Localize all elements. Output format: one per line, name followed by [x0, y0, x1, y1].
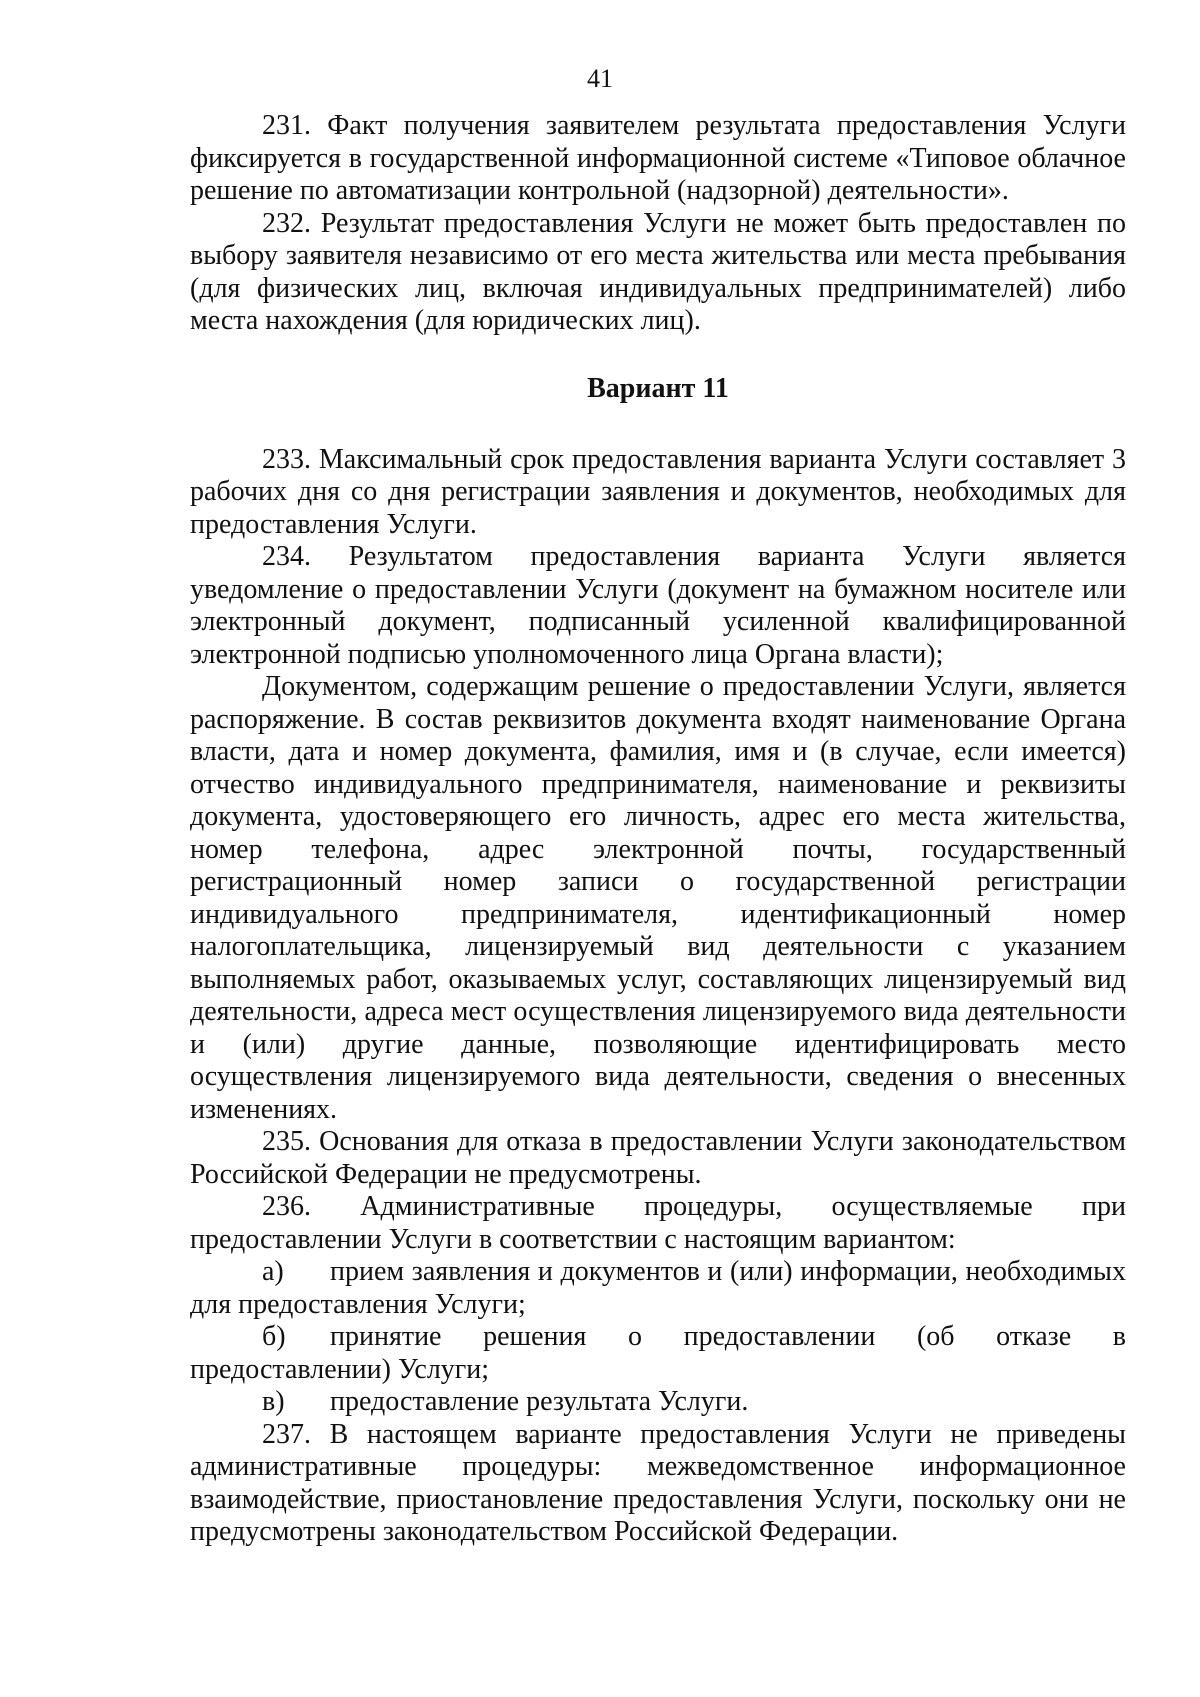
- list-item-a: [190, 1256, 1126, 1321]
- paragraph-231: 231. Факт получения заявителем результата предоставления Услуги фиксируется в государственной информационной системе «Типовое облачное решение по автоматизации контрольной (надзорной) деятельности».: [190, 110, 1126, 206]
- document-body: [190, 110, 1126, 1549]
- section-heading: Вариант 11: [587, 372, 729, 404]
- paragraph-232: 232. Результат предоставления Услуги не может быть предоставлен по выбору заявителя независимо от его места жительства или места пребывания (для физических лиц, включая индивидуальных предпринимателей) либо места нахождения (для юридических лиц).: [190, 207, 1126, 336]
- list-marker-a: а): [262, 1256, 284, 1287]
- list-item-v: [190, 1386, 1126, 1419]
- list-text-b: принятие решения о предоставлении (об отказе в предоставлении) Услуги;: [190, 1321, 1126, 1385]
- list-marker-v: в): [262, 1386, 285, 1417]
- paragraph-233: 233. Максимальный срок предоставления варианта Услуги составляет 3 рабочих дня со дня регистрации заявления и документов, необходимых для предоставления Услуги.: [190, 443, 1126, 540]
- paragraph-236: 236. Административные процедуры, осуществляемые при предоставлении Услуги в соответствии с настоящим вариантом:: [190, 1191, 1126, 1255]
- paragraph-237: 237. В настоящем варианте предоставления Услуги не приведены административные процедуры: межведомственное информационное взаимодействие, приостановление предоставления Услуги, поскольку они не предусмотрены законодательством Российской Федерации.: [190, 1418, 1126, 1547]
- list-item-b: [190, 1321, 1126, 1386]
- paragraph-decision-document: Документом, содержащим решение о предоставлении Услуги, является распоряжение. В состав реквизитов документа входят наименование Органа власти, дата и номер документа, фамилия, имя и (в случае, если имеется) отчество индивидуального предпринимателя, наименование и реквизиты документа, удостоверяющего его личность, адрес его места жительства, номер телефона, адрес электронной почты, государственный регистрационный номер записи о государственной регистрации индивидуального предпринимателя, идентификационный номер налогоплательщика, лицензируемый вид деятельности с указанием выполняемых работ, оказываемых услуг, составляющих лицензируемый вид деятельности, адреса мест осуществления лицензируемого вида деятельности и (или) другие данные, позволяющие идентифицировать место осуществления лицензируемого вида деятельности, сведения о внесенных изменениях.: [190, 671, 1126, 1125]
- paragraph-234: 234. Результатом предоставления варианта Услуги является уведомление о предоставлении Услуги (документ на бумажном носителе или электронный документ, подписанный усиленной квалифицированной электронной подписью уполномоченного лица Органа власти);: [190, 541, 1126, 670]
- list-text-a: прием заявления и документов и (или) информации, необходимых для предоставления Услуги;: [190, 1256, 1126, 1320]
- page-number: 41: [587, 64, 613, 93]
- paragraph-235: 235. Основания для отказа в предоставлении Услуги законодательством Российской Федерации не предусмотрены.: [190, 1126, 1126, 1190]
- list-text-v: предоставление результата Услуги.: [330, 1386, 749, 1417]
- list-marker-b: б): [262, 1321, 286, 1352]
